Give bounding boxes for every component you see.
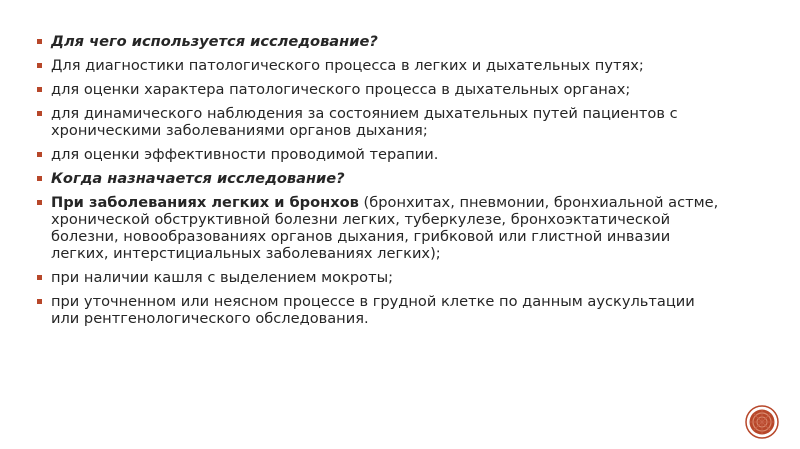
bullet-item: [37, 146, 727, 163]
bullet-item: [37, 57, 727, 74]
bullet-heading-purpose: [37, 33, 727, 50]
bullet-text: для оценки эффективности проводимой терапии.: [51, 146, 439, 163]
bullet-text: при наличии кашля с выделением мокроты;: [51, 269, 394, 286]
bullet-text: для оценки характера патологического процесса в дыхательных органах;: [51, 81, 631, 98]
bullet-list: [37, 33, 727, 334]
bullet-item: [37, 293, 727, 327]
bullet-item: [37, 194, 727, 262]
bullet-bold-text: При заболеваниях легких и бронхов: [51, 194, 359, 211]
bullet-marker-icon: [37, 275, 42, 280]
bullet-marker-icon: [37, 152, 42, 157]
bullet-text: для динамического наблюдения за состоянием дыхательных путей пациентов с хроническими заболеваниями органов дыхания;: [51, 105, 678, 139]
bullet-marker-icon: [37, 111, 42, 116]
bullet-text: (бронхитах, пневмонии, бронхиальной астме, хронической обструктивной болезни легких, туберкулезе, бронхоэктатической болезни, новообразованиях органов дыхания, грибковой или глистной инвазии легких, интерстициальных заболеваниях легких);: [51, 194, 719, 262]
bullet-item: [37, 81, 727, 98]
bullet-text: Для чего используется исследование?: [51, 33, 378, 50]
bullet-text: при уточненном или неясном процессе в грудной клетке по данным аускультации или рентгенологического обследования.: [51, 293, 695, 327]
bullet-text: Когда назначается исследование?: [51, 170, 345, 187]
ornament-circle-icon: [745, 405, 779, 439]
bullet-item: [37, 269, 727, 286]
bullet-marker-icon: [37, 299, 42, 304]
bullet-text: Для диагностики патологического процесса в легких и дыхательных путях;: [51, 57, 644, 74]
bullet-heading-when: [37, 170, 727, 187]
bullet-marker-icon: [37, 87, 42, 92]
bullet-marker-icon: [37, 176, 42, 181]
bullet-marker-icon: [37, 39, 42, 44]
bullet-item: [37, 105, 727, 139]
bullet-marker-icon: [37, 200, 42, 205]
bullet-marker-icon: [37, 63, 42, 68]
